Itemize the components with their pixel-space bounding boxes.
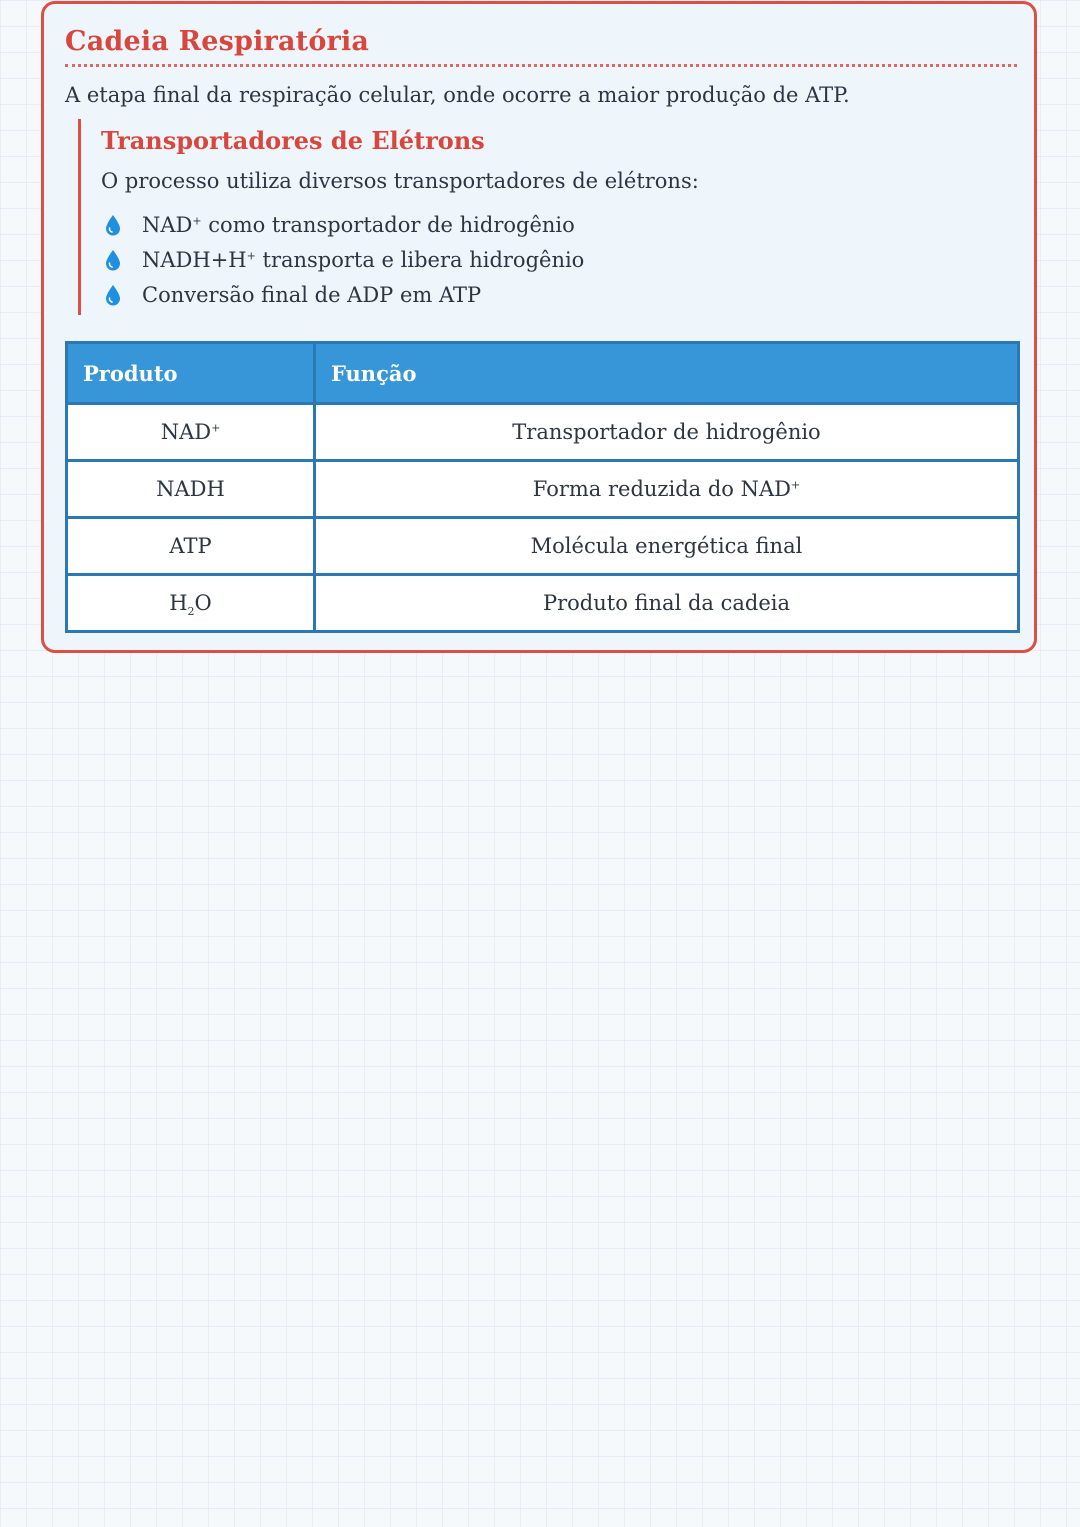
cell-product: NAD+ bbox=[67, 404, 315, 461]
section-title: Cadeia Respiratória bbox=[65, 26, 370, 57]
bullet-text: NAD+ como transportador de hidrogênio bbox=[142, 212, 575, 237]
bullet-text: NADH+H+ transporta e libera hidrogênio bbox=[142, 247, 585, 272]
water-drop-icon bbox=[105, 214, 121, 236]
cell-product: $H_2O$ bbox=[67, 575, 315, 632]
content-card bbox=[41, 1, 1037, 653]
bullet-text: Conversão final de ADP em ATP bbox=[142, 282, 482, 307]
cell-product: ATP bbox=[67, 518, 315, 575]
bullet-list bbox=[105, 207, 584, 312]
water-drop-icon bbox=[105, 284, 121, 306]
subsection-title: Transportadores de Elétrons bbox=[101, 126, 485, 155]
cell-function: Transportador de hidrogênio bbox=[315, 404, 1019, 461]
section-intro: A etapa final da respiração celular, onde ocorre a maior produção de ATP. bbox=[65, 83, 850, 107]
title-divider bbox=[65, 64, 1017, 67]
table-row bbox=[67, 575, 1019, 632]
column-header-product: Produto bbox=[67, 343, 315, 404]
subsection-intro: O processo utiliza diversos transportadores de elétrons: bbox=[101, 169, 699, 193]
list-item bbox=[105, 242, 584, 277]
table-row bbox=[67, 518, 1019, 575]
subsection-block bbox=[78, 119, 699, 315]
products-table bbox=[65, 341, 1020, 633]
cell-function: Molécula energética final bbox=[315, 518, 1019, 575]
cell-function: Produto final da cadeia bbox=[315, 575, 1019, 632]
table-row bbox=[67, 461, 1019, 518]
table-row bbox=[67, 404, 1019, 461]
list-item bbox=[105, 207, 584, 242]
water-drop-icon bbox=[105, 249, 121, 271]
table-header-row bbox=[67, 343, 1019, 404]
cell-product: NADH bbox=[67, 461, 315, 518]
column-header-function: Função bbox=[315, 343, 1019, 404]
list-item bbox=[105, 277, 584, 312]
cell-function: Forma reduzida do NAD+ bbox=[315, 461, 1019, 518]
